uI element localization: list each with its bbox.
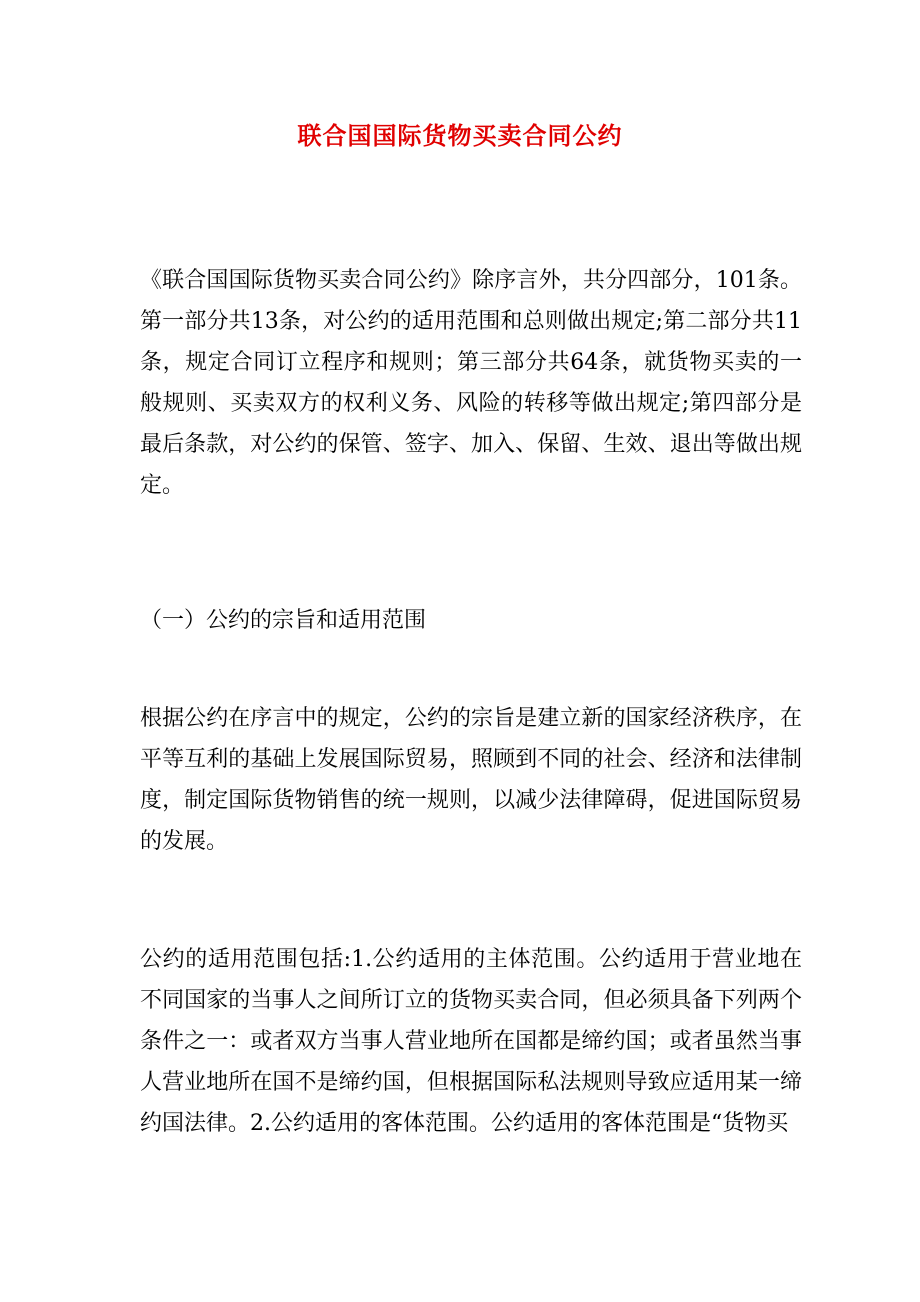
section-heading-purpose-scope: （一）公约的宗旨和适用范围 (140, 608, 427, 633)
paragraph-purpose: 根据公约在序言中的规定，公约的宗旨是建立新的国家经济秩序，在平等互利的基础上发展国际贸易，照顾到不同的社会、经济和法律制度，制定国际货物销售的统一规则，以减少法律障碍，促进国际贸易的发展。 (140, 706, 802, 854)
paragraph-scope: 公约的适用范围包括:1.公约适用的主体范围。公约适用于营业地在不同国家的当事人之间所订立的货物买卖合同，但必须具备下列两个条件之一：或者双方当事人营业地所在国都是缔约国；或者虽然当事人营业地所在国不是缔约国，但根据国际私法规则导致应适用某一缔约国法律。2.公约适用的客体范围。公约适用的客体范围是“货物买 (140, 947, 802, 1136)
document-title: 联合国国际货物买卖合同公约 (297, 121, 623, 150)
paragraph-overview: 《联合国国际货物买卖合同公约》除序言外，共分四部分，101条。第一部分共13条，对公约的适用范围和总则做出规定;第二部分共11条，规定合同订立程序和规则；第三部分共64条，就货物买卖的一般规则、买卖双方的权利义务、风险的转移等做出规定;第四部分是最后条款，对公约的保管、签字、加入、保留、生效、退出等做出规定。 (140, 268, 802, 498)
